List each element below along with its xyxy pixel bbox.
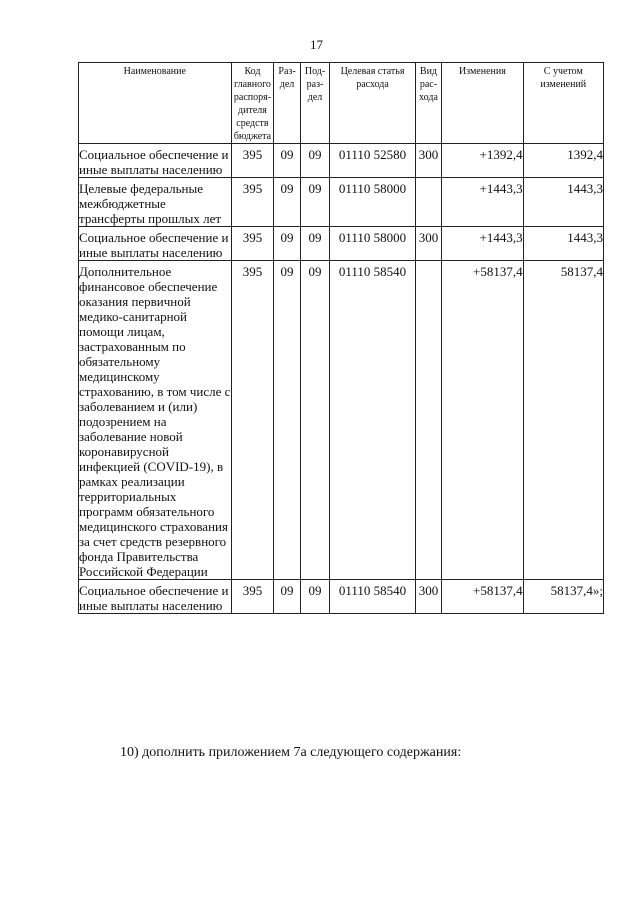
cell-name: Социальное обеспечение и иные выплаты населению	[79, 144, 232, 178]
cell-changes: +1443,3	[442, 178, 523, 227]
header-subsection: Под-раз-дел	[300, 63, 330, 144]
cell-with-changes: 1443,3	[523, 227, 603, 261]
amendment-paragraph: 10) дополнить приложением 7а следующего содержания:	[120, 745, 462, 760]
cell-section: 09	[274, 178, 300, 227]
header-target: Целевая статья расхода	[330, 63, 415, 144]
header-section: Раз-дел	[274, 63, 300, 144]
cell-type: 300	[415, 580, 441, 614]
cell-section: 09	[274, 261, 300, 580]
cell-subsection: 09	[300, 144, 330, 178]
cell-target: 01110 52580	[330, 144, 415, 178]
cell-changes: +58137,4	[442, 580, 523, 614]
cell-changes: +1443,3	[442, 227, 523, 261]
cell-subsection: 09	[300, 227, 330, 261]
cell-name: Социальное обеспечение и иные выплаты населению	[79, 227, 232, 261]
cell-code: 395	[231, 261, 274, 580]
header-code: Код главного распоря-дителя средств бюджета	[231, 63, 274, 144]
cell-changes: +1392,4	[442, 144, 523, 178]
cell-changes: +58137,4	[442, 261, 523, 580]
cell-type: 300	[415, 144, 441, 178]
cell-type: 300	[415, 227, 441, 261]
cell-name: Целевые федеральные межбюджетные трансферты прошлых лет	[79, 178, 232, 227]
table-row	[79, 227, 604, 261]
cell-with-changes: 1443,3	[523, 178, 603, 227]
cell-subsection: 09	[300, 580, 330, 614]
cell-type	[415, 261, 441, 580]
cell-target: 01110 58000	[330, 178, 415, 227]
cell-section: 09	[274, 227, 300, 261]
table-row	[79, 261, 604, 580]
cell-code: 395	[231, 580, 274, 614]
budget-changes-table	[78, 62, 604, 614]
cell-with-changes: 58137,4	[523, 261, 603, 580]
cell-name: Социальное обеспечение и иные выплаты населению	[79, 580, 232, 614]
cell-section: 09	[274, 580, 300, 614]
cell-target: 01110 58540	[330, 580, 415, 614]
header-type: Вид рас-хода	[415, 63, 441, 144]
cell-with-changes: 58137,4»;	[523, 580, 603, 614]
table-header-row	[79, 63, 604, 144]
cell-section: 09	[274, 144, 300, 178]
cell-code: 395	[231, 227, 274, 261]
cell-code: 395	[231, 178, 274, 227]
cell-target: 01110 58540	[330, 261, 415, 580]
cell-code: 395	[231, 144, 274, 178]
cell-subsection: 09	[300, 178, 330, 227]
cell-with-changes: 1392,4	[523, 144, 603, 178]
header-with-changes: С учетом изменений	[523, 63, 603, 144]
page-number: 17	[310, 37, 323, 52]
table-row	[79, 144, 604, 178]
cell-subsection: 09	[300, 261, 330, 580]
cell-target: 01110 58000	[330, 227, 415, 261]
cell-name: Дополнительное финансовое обеспечение оказания первичной медико-санитарной помощи лицам, застрахованным по обязательному медицинскому страхованию, в том числе с заболеванием и (или) подозрением на заболевание новой коронавирусной инфекцией (COVID-19), в рамках реализации территориальных программ обязательного медицинского страхования за счет средств резервного фонда Правительства Российской Федерации	[79, 261, 232, 580]
header-changes: Изменения	[442, 63, 523, 144]
table-row	[79, 580, 604, 614]
header-name: Наименование	[79, 63, 232, 144]
cell-type	[415, 178, 441, 227]
table-row	[79, 178, 604, 227]
